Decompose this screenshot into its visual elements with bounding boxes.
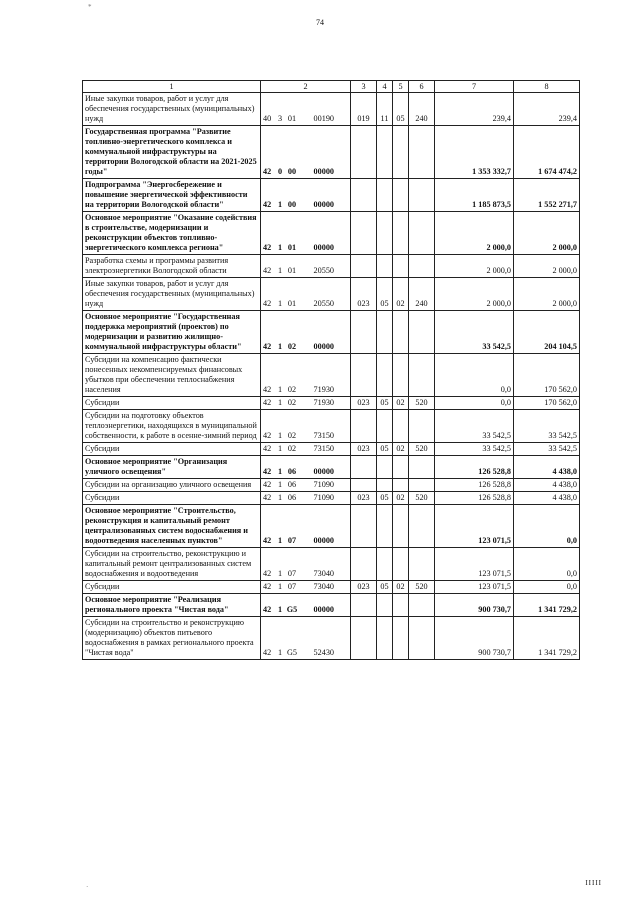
row-name: Субсидии [83, 397, 261, 410]
row-col5 [393, 594, 409, 617]
row-name: Основное мероприятие "Реализация регионального проекта "Чистая вода" [83, 594, 261, 617]
row-name: Основное мероприятие "Организация уличного освещения" [83, 456, 261, 479]
row-amount-col7: 239,4 [435, 93, 514, 126]
row-code [261, 212, 351, 255]
code-part: 42 [263, 342, 272, 351]
row-code [261, 479, 351, 492]
row-col4 [377, 456, 393, 479]
row-col5: 02 [393, 443, 409, 456]
row-amount-col7: 0,0 [435, 354, 514, 397]
code-part: 71090 [313, 493, 334, 502]
row-col3 [351, 617, 377, 660]
row-col6 [409, 594, 435, 617]
code-part: 02 [287, 431, 297, 440]
row-code [261, 443, 351, 456]
table-row [83, 278, 580, 311]
row-amount-col8: 170 562,0 [514, 354, 580, 397]
code-part: 07 [287, 582, 297, 591]
row-col6 [409, 479, 435, 492]
row-code [261, 397, 351, 410]
row-name: Субсидии [83, 581, 261, 594]
row-code [261, 548, 351, 581]
row-col4 [377, 179, 393, 212]
row-col5 [393, 617, 409, 660]
row-col6 [409, 126, 435, 179]
code-part: 73040 [313, 582, 334, 591]
row-col6: 240 [409, 278, 435, 311]
row-code [261, 456, 351, 479]
code-part: 00000 [313, 200, 334, 209]
code-part: 1 [277, 266, 283, 275]
row-name: Субсидии на строительство, реконструкцию и капитальный ремонт централизованных систем водоснабжения и водоотведения [83, 548, 261, 581]
row-col3 [351, 311, 377, 354]
row-col6 [409, 410, 435, 443]
row-amount-col7: 2 000,0 [435, 212, 514, 255]
row-amount-col7: 33 542,5 [435, 443, 514, 456]
row-amount-col7: 1 185 873,5 [435, 179, 514, 212]
row-amount-col7: 123 071,5 [435, 548, 514, 581]
table-row [83, 505, 580, 548]
code-part: 42 [263, 167, 272, 176]
row-code [261, 581, 351, 594]
code-part: 42 [263, 200, 272, 209]
code-part: 1 [277, 536, 283, 545]
code-part: 3 [277, 114, 283, 123]
code-part: 00000 [313, 167, 334, 176]
code-part: 73150 [313, 431, 334, 440]
row-amount-col8: 2 000,0 [514, 255, 580, 278]
row-col3 [351, 548, 377, 581]
code-part: 1 [277, 605, 283, 614]
row-amount-col8: 33 542,5 [514, 410, 580, 443]
code-part: 42 [263, 582, 272, 591]
row-amount-col8: 1 674 474,2 [514, 126, 580, 179]
row-name: Субсидии [83, 492, 261, 505]
row-amount-col7: 33 542,5 [435, 410, 514, 443]
row-col5 [393, 212, 409, 255]
row-col3 [351, 255, 377, 278]
table-row [83, 410, 580, 443]
code-part: 00000 [313, 342, 334, 351]
row-col4 [377, 354, 393, 397]
table-row [83, 548, 580, 581]
code-part: 06 [287, 493, 297, 502]
code-part: 00000 [313, 536, 334, 545]
table-row [83, 581, 580, 594]
row-col3 [351, 179, 377, 212]
code-part: 42 [263, 444, 272, 453]
code-part: 1 [277, 299, 283, 308]
table-row [83, 126, 580, 179]
budget-table [82, 80, 580, 660]
row-name: Иные закупки товаров, работ и услуг для обеспечения государственных (муниципальных) нужд [83, 278, 261, 311]
row-col4: 05 [377, 443, 393, 456]
row-col3 [351, 594, 377, 617]
row-code [261, 617, 351, 660]
row-name: Основное мероприятие "Строительство, реконструкция и капитальный ремонт централизованных систем водоснабжения и водоотведения населенных пунктов" [83, 505, 261, 548]
row-col5: 02 [393, 581, 409, 594]
row-col6 [409, 255, 435, 278]
row-code [261, 354, 351, 397]
row-col5: 02 [393, 278, 409, 311]
row-amount-col7: 1 353 332,7 [435, 126, 514, 179]
code-part: 1 [277, 480, 283, 489]
row-name: Субсидии на компенсацию фактически понесенных некомпенсируемых финансовых убытков при обеспечении теплоснабжения населения [83, 354, 261, 397]
row-amount-col8: 204 104,5 [514, 311, 580, 354]
code-part: G5 [286, 648, 297, 657]
code-part: G5 [286, 605, 298, 614]
code-part: 1 [277, 342, 283, 351]
code-part: 00 [287, 167, 297, 176]
row-amount-col8: 1 552 271,7 [514, 179, 580, 212]
row-col6 [409, 311, 435, 354]
col-header: 5 [393, 81, 409, 93]
code-part: 1 [277, 569, 283, 578]
row-col4 [377, 410, 393, 443]
code-part: 1 [277, 243, 283, 252]
row-col3 [351, 212, 377, 255]
table-row [83, 93, 580, 126]
row-amount-col7: 123 071,5 [435, 581, 514, 594]
code-part: 1 [277, 200, 283, 209]
code-part: 1 [277, 385, 283, 394]
row-col6 [409, 354, 435, 397]
row-code [261, 278, 351, 311]
row-col3 [351, 505, 377, 548]
row-col4 [377, 311, 393, 354]
code-part: 42 [263, 467, 272, 476]
code-part: 1 [277, 467, 283, 476]
row-col6: 520 [409, 397, 435, 410]
row-col3: 023 [351, 492, 377, 505]
row-col4: 05 [377, 581, 393, 594]
row-amount-col8: 4 438,0 [514, 456, 580, 479]
row-amount-col8: 0,0 [514, 548, 580, 581]
code-part: 02 [287, 444, 297, 453]
row-name: Разработка схемы и программы развития электроэнергетики Вологодской области [83, 255, 261, 278]
row-col5: 05 [393, 93, 409, 126]
row-name: Государственная программа "Развитие топливно-энергетического комплекса и коммунальной инфраструктуры на территории Вологодской области на 2021-2025 годы" [83, 126, 261, 179]
table-row [83, 354, 580, 397]
code-part: 02 [287, 342, 297, 351]
row-col3 [351, 354, 377, 397]
row-col5 [393, 354, 409, 397]
code-part: 42 [263, 299, 272, 308]
table-header [83, 81, 580, 93]
row-col6 [409, 456, 435, 479]
code-part: 00000 [313, 467, 334, 476]
row-name: Иные закупки товаров, работ и услуг для обеспечения государственных (муниципальных) нужд [83, 93, 261, 126]
row-col5 [393, 179, 409, 212]
code-part: 40 [263, 114, 272, 123]
code-part: 00000 [313, 243, 334, 252]
code-part: 42 [263, 398, 272, 407]
row-name: Субсидии на организацию уличного освещения [83, 479, 261, 492]
row-amount-col7: 126 528,8 [435, 492, 514, 505]
code-part: 07 [287, 569, 297, 578]
code-part: 02 [287, 398, 297, 407]
code-part: 71930 [313, 398, 334, 407]
code-part: 42 [263, 536, 272, 545]
code-part: 73150 [313, 444, 334, 453]
code-part: 1 [277, 493, 283, 502]
row-col3: 023 [351, 581, 377, 594]
row-code [261, 594, 351, 617]
row-code [261, 311, 351, 354]
row-col4: 05 [377, 278, 393, 311]
code-part: 1 [277, 582, 283, 591]
row-col3: 019 [351, 93, 377, 126]
col-header: 1 [83, 81, 261, 93]
row-col5 [393, 479, 409, 492]
code-part: 1 [277, 431, 283, 440]
row-amount-col8: 0,0 [514, 581, 580, 594]
row-amount-col8: 33 542,5 [514, 443, 580, 456]
page-number: 74 [316, 18, 324, 27]
col-header: 2 [261, 81, 351, 93]
row-col6: 520 [409, 581, 435, 594]
row-col6 [409, 179, 435, 212]
table-row [83, 594, 580, 617]
table-row [83, 179, 580, 212]
code-part: 1 [277, 444, 283, 453]
row-col6: 520 [409, 492, 435, 505]
row-col3 [351, 410, 377, 443]
row-code [261, 179, 351, 212]
row-col4 [377, 255, 393, 278]
row-amount-col7: 2 000,0 [435, 278, 514, 311]
table-row [83, 311, 580, 354]
code-part: 07 [287, 536, 297, 545]
row-col6 [409, 548, 435, 581]
row-code [261, 126, 351, 179]
row-amount-col7: 0,0 [435, 397, 514, 410]
row-col4: 05 [377, 492, 393, 505]
row-amount-col7: 126 528,8 [435, 479, 514, 492]
table-row [83, 255, 580, 278]
code-part: 71090 [313, 480, 334, 489]
code-part: 00 [287, 200, 297, 209]
row-amount-col8: 2 000,0 [514, 278, 580, 311]
row-col5 [393, 255, 409, 278]
row-amount-col7: 123 071,5 [435, 505, 514, 548]
code-part: 20550 [313, 299, 334, 308]
row-code [261, 255, 351, 278]
row-code [261, 505, 351, 548]
code-part: 52430 [313, 648, 334, 657]
code-part: 00000 [313, 605, 334, 614]
code-part: 06 [287, 480, 297, 489]
row-col4 [377, 126, 393, 179]
code-part: 00190 [313, 114, 334, 123]
row-col6: 240 [409, 93, 435, 126]
col-header: 3 [351, 81, 377, 93]
row-amount-col7: 900 730,7 [435, 617, 514, 660]
row-amount-col7: 900 730,7 [435, 594, 514, 617]
row-code [261, 93, 351, 126]
row-col4 [377, 505, 393, 548]
row-amount-col8: 170 562,0 [514, 397, 580, 410]
code-part: 73040 [313, 569, 334, 578]
code-part: 0 [277, 167, 283, 176]
col-header: 4 [377, 81, 393, 93]
table-row [83, 212, 580, 255]
col-header: 8 [514, 81, 580, 93]
code-part: 42 [263, 266, 272, 275]
footer-mark: IIIII [585, 879, 602, 887]
row-col3 [351, 126, 377, 179]
row-col5 [393, 505, 409, 548]
row-col6: 520 [409, 443, 435, 456]
table-row [83, 617, 580, 660]
table-row [83, 443, 580, 456]
code-part: 01 [287, 114, 297, 123]
row-col5 [393, 311, 409, 354]
row-col3: 023 [351, 397, 377, 410]
table-row [83, 397, 580, 410]
row-code [261, 492, 351, 505]
code-part: 42 [263, 243, 272, 252]
row-amount-col8: 2 000,0 [514, 212, 580, 255]
row-amount-col8: 1 341 729,2 [514, 594, 580, 617]
code-part: 06 [287, 467, 297, 476]
row-col4: 05 [377, 397, 393, 410]
row-col6 [409, 617, 435, 660]
corner-mark: * [88, 3, 92, 11]
row-col5 [393, 548, 409, 581]
row-col4 [377, 548, 393, 581]
row-col6 [409, 212, 435, 255]
row-name: Подпрограмма "Энергосбережение и повышение энергетической эффективности на территории Вологодской области" [83, 179, 261, 212]
code-part: 42 [263, 480, 272, 489]
bottom-mark: · [86, 883, 89, 891]
code-part: 42 [263, 569, 272, 578]
code-part: 1 [277, 398, 283, 407]
col-header: 7 [435, 81, 514, 93]
row-col4 [377, 479, 393, 492]
row-col4: 11 [377, 93, 393, 126]
row-name: Субсидии на подготовку объектов теплоэнергетики, находящихся в муниципальной собственности, к работе в осенне-зимний период [83, 410, 261, 443]
table-row [83, 456, 580, 479]
code-part: 42 [263, 493, 272, 502]
row-code [261, 410, 351, 443]
row-col5: 02 [393, 492, 409, 505]
row-col5 [393, 410, 409, 443]
code-part: 01 [287, 299, 297, 308]
row-col6 [409, 505, 435, 548]
code-part: 42 [263, 648, 272, 657]
code-part: 01 [287, 266, 297, 275]
row-col3 [351, 456, 377, 479]
row-amount-col7: 33 542,5 [435, 311, 514, 354]
row-amount-col8: 4 438,0 [514, 479, 580, 492]
table-row [83, 492, 580, 505]
row-name: Субсидии на строительство и реконструкцию (модернизацию) объектов питьевого водоснабжения в рамках регионального проекта "Чистая вода" [83, 617, 261, 660]
table-row [83, 479, 580, 492]
row-amount-col8: 0,0 [514, 505, 580, 548]
row-name: Основное мероприятие "Государственная поддержка мероприятий (проектов) по модернизации и развитию жилищно-коммунальной инфраструктуры области" [83, 311, 261, 354]
row-amount-col7: 2 000,0 [435, 255, 514, 278]
header-row [83, 81, 580, 93]
row-col4 [377, 212, 393, 255]
code-part: 20550 [313, 266, 334, 275]
row-col4 [377, 594, 393, 617]
col-header: 6 [409, 81, 435, 93]
code-part: 42 [263, 385, 272, 394]
row-col5: 02 [393, 397, 409, 410]
code-part: 1 [277, 648, 283, 657]
row-col5 [393, 126, 409, 179]
row-name: Субсидии [83, 443, 261, 456]
code-part: 02 [287, 385, 297, 394]
code-part: 42 [263, 605, 272, 614]
code-part: 01 [287, 243, 297, 252]
table-body [83, 93, 580, 660]
row-name: Основное мероприятие "Оказание содействия в строительстве, модернизации и реконструкции объектов топливно-энергетического комплекса региона" [83, 212, 261, 255]
row-col5 [393, 456, 409, 479]
row-amount-col8: 4 438,0 [514, 492, 580, 505]
row-amount-col8: 1 341 729,2 [514, 617, 580, 660]
code-part: 42 [263, 431, 272, 440]
row-col4 [377, 617, 393, 660]
row-col3: 023 [351, 443, 377, 456]
row-col3: 023 [351, 278, 377, 311]
row-col3 [351, 479, 377, 492]
row-amount-col8: 239,4 [514, 93, 580, 126]
row-amount-col7: 126 528,8 [435, 456, 514, 479]
code-part: 71930 [313, 385, 334, 394]
